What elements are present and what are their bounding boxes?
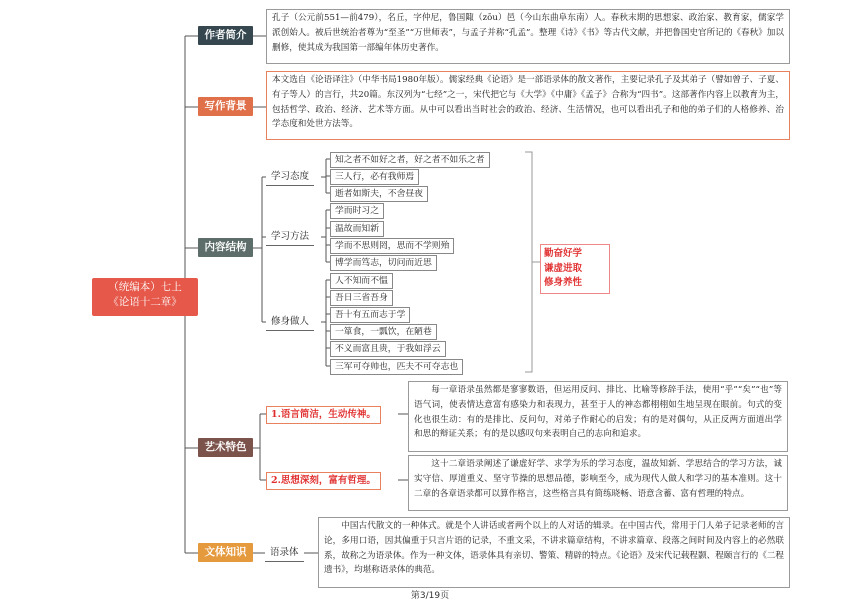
- art-point-text: 这十二章语录阐述了谦虚好学、求学为乐的学习态度，温故知新、学思结合的学习方法，诚实守信、厚道重义、坚守节操的思想品德，影响至今，成为现代人做人和学习的基本准则。这十二章的各章语录都可以算作格言，这些格言具有简练晓畅、语意含蓄、富有哲理的特点。: [408, 455, 788, 511]
- category-art: 艺术特色: [198, 438, 253, 457]
- category-author: 作者简介: [198, 26, 253, 45]
- background-text: 本文选自《论语译注》（中华书局1980年版）。儒家经典《论语》是一部语录体的散文著作，主要记录孔子及其弟子（譬如曾子、子夏、有子等人）的言行，共20篇。东汉列为“七经”之一，宋代把它与《大学》《中庸》《孟子》合称为“四书”。这部著作内容上以教育为主，包括哲学、政治、经济、艺术等方面。从中可以看出当时社会的政治、经济、生活情况，也可以看出孔子和他的弟子们的人格修养、治学态度和处世方法等。: [266, 71, 790, 140]
- knowledge-text: 中国古代散文的一种体式。就是个人讲话或者两个以上的人对话的辑录。在中国古代，常用于门人弟子记录老师的言论，多用口语，因其偏重于只言片语的记录，不重文采，不讲求篇章结构，不讲求篇章、段落之间时间及内容上的必然联系，故称之为语录体。作为一种文体，语录体具有亲切、警策、精辟的特点。《论语》及宋代记载程颢、程颐言行的《二程遗书》，均堪称语录体的典范。: [318, 517, 790, 588]
- method-item: 学而时习之: [330, 203, 384, 219]
- conduct-item: 吾日三省吾身: [330, 290, 393, 306]
- knowledge-sub: 语录体: [265, 545, 304, 562]
- group-conduct: 修身做人: [266, 314, 314, 331]
- root-title-line1: （统编本）七上: [108, 281, 182, 293]
- category-background: 写作背景: [198, 97, 253, 116]
- conduct-item: 人不知而不愠: [330, 273, 393, 289]
- category-knowledge: 文体知识: [198, 543, 253, 562]
- page-number: 第3/19页: [410, 591, 450, 601]
- attitude-item: 三人行，必有我师焉: [330, 169, 419, 185]
- root-topic: [92, 278, 198, 316]
- method-item: 温故而知新: [330, 221, 384, 237]
- method-item: 博学而笃志，切问而近思: [330, 255, 437, 271]
- structure-theme: [540, 244, 610, 294]
- root-title-line2: 《论语十二章》: [108, 296, 182, 308]
- attitude-item: 逝者如斯夫，不舍昼夜: [330, 186, 428, 202]
- theme-line: 谦虚进取: [544, 262, 583, 274]
- art-point-title: 2.思想深刻，富有哲理。: [266, 472, 381, 490]
- author-text: 孔子（公元前551—前479），名丘，字仲尼，鲁国陬（zōu）邑（今山东曲阜东南）人。春秋末期的思想家、政治家、教育家，儒家学派创始人。被后世统治者尊为“至圣”“万世师表”，与孟子并称“孔孟”。整理《诗》《书》等古代文献，并把鲁国史官所记的《春秋》加以删修，使其成为我国第一部编年体历史著作。: [266, 9, 790, 64]
- group-attitude: 学习态度: [266, 169, 314, 186]
- theme-line: 修身养性: [544, 277, 583, 288]
- conduct-item: 吾十有五而志于学: [330, 307, 410, 323]
- conduct-item: 不义而富且贵，于我如浮云: [330, 341, 446, 357]
- theme-line: 勤奋好学: [544, 248, 583, 259]
- conduct-item: 三军可夺帅也，匹夫不可夺志也: [330, 359, 463, 375]
- attitude-item: 知之者不如好之者，好之者不如乐之者: [330, 152, 490, 168]
- conduct-item: 一箪食，一瓢饮，在陋巷: [330, 324, 437, 340]
- art-point-title: 1.语言简洁，生动传神。: [266, 406, 381, 424]
- group-method: 学习方法: [266, 229, 314, 246]
- category-structure: 内容结构: [198, 238, 253, 257]
- method-item: 学而不思则罔，思而不学则殆: [330, 238, 454, 254]
- art-point-text: 每一章语录虽然都是寥寥数语，但运用反问、排比、比喻等修辞手法，使用“乎”“矣”“也”等语气词，使表情达意富有感染力和表现力，甚至于人的神态都栩栩如生地呈现在眼前。句式的变化也很生动：有的是排比、反问句，对弟子作耐心的启发；有的是对偶句，从正反两方面道出学和思的辩证关系；有的是以感叹句来表明自己的志向和追求。: [408, 381, 788, 452]
